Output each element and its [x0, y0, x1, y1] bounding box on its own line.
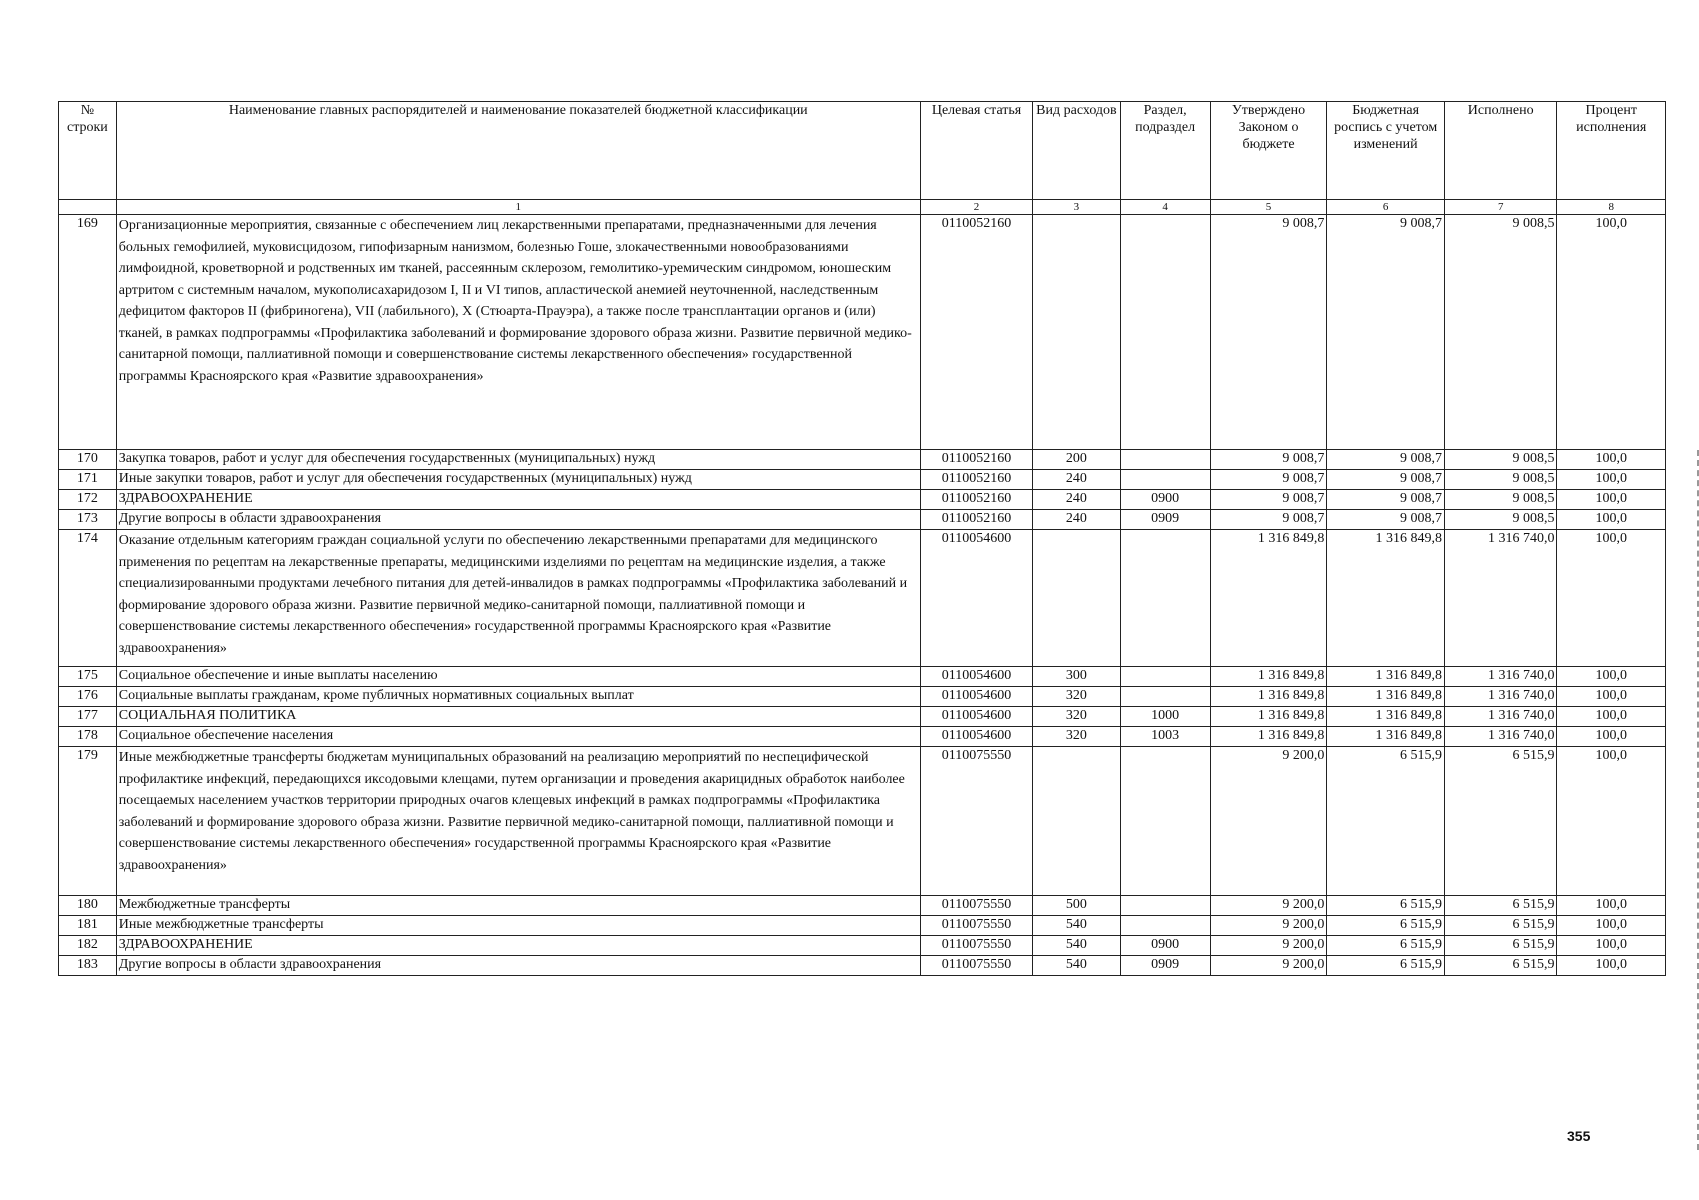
row-percent: 100,0: [1557, 707, 1666, 727]
table-row: [59, 215, 1666, 450]
row-executed: 1 316 740,0: [1444, 530, 1557, 667]
row-name: Иные межбюджетные трансферты бюджетам муниципальных образований на реализацию мероприятий по неспецифической профилактике инфекций, передающихся иксодовыми клещами, путем организации и проведения акарицидных обработок наиболее посещаемых населением участков территории природных очагов клещевых инфекций в рамках подпрограммы «Профилактика заболеваний и формирование здорового образа жизни. Развитие первичной медико-санитарной помощи, паллиативной помощи и совершенствование системы лекарственного обеспечения» государственной программы Красноярского края «Развитие здравоохранения»: [116, 747, 920, 896]
row-number: 170: [59, 450, 117, 470]
column-number: 5: [1210, 200, 1327, 215]
row-percent: 100,0: [1557, 956, 1666, 976]
row-number: 178: [59, 727, 117, 747]
row-name: Иные закупки товаров, работ и услуг для обеспечения государственных (муниципальных) нужд: [116, 470, 920, 490]
row-section: 0909: [1120, 956, 1210, 976]
row-executed: 6 515,9: [1444, 896, 1557, 916]
row-executed: 1 316 740,0: [1444, 667, 1557, 687]
row-executed: 6 515,9: [1444, 747, 1557, 896]
row-expense-type: 540: [1033, 916, 1120, 936]
row-section: [1120, 215, 1210, 450]
row-section: [1120, 896, 1210, 916]
row-schedule: 6 515,9: [1327, 956, 1445, 976]
row-schedule: 9 008,7: [1327, 510, 1445, 530]
header-expense-type: Вид расходов: [1033, 102, 1120, 200]
row-schedule: 6 515,9: [1327, 916, 1445, 936]
row-executed: 6 515,9: [1444, 936, 1557, 956]
column-number: 7: [1444, 200, 1557, 215]
row-section: [1120, 667, 1210, 687]
row-percent: 100,0: [1557, 510, 1666, 530]
row-expense-type: [1033, 215, 1120, 450]
row-expense-type: 300: [1033, 667, 1120, 687]
row-percent: 100,0: [1557, 896, 1666, 916]
row-name: Иные межбюджетные трансферты: [116, 916, 920, 936]
row-number: 177: [59, 707, 117, 727]
row-executed: 9 008,5: [1444, 215, 1557, 450]
row-executed: 9 008,5: [1444, 490, 1557, 510]
row-percent: 100,0: [1557, 727, 1666, 747]
row-expense-type: 540: [1033, 936, 1120, 956]
row-name: Социальные выплаты гражданам, кроме публичных нормативных социальных выплат: [116, 687, 920, 707]
row-section: [1120, 530, 1210, 667]
row-number: 181: [59, 916, 117, 936]
row-executed: 6 515,9: [1444, 956, 1557, 976]
row-target-article: 0110075550: [920, 936, 1033, 956]
row-section: [1120, 450, 1210, 470]
row-percent: 100,0: [1557, 916, 1666, 936]
row-percent: 100,0: [1557, 450, 1666, 470]
table-row: [59, 707, 1666, 727]
row-section: [1120, 747, 1210, 896]
row-schedule: 1 316 849,8: [1327, 687, 1445, 707]
row-executed: 9 008,5: [1444, 470, 1557, 490]
row-section: [1120, 470, 1210, 490]
row-section: 0900: [1120, 936, 1210, 956]
table-row: [59, 667, 1666, 687]
row-section: 0909: [1120, 510, 1210, 530]
row-expense-type: 320: [1033, 727, 1120, 747]
row-section: [1120, 916, 1210, 936]
row-schedule: 1 316 849,8: [1327, 707, 1445, 727]
table-row: [59, 936, 1666, 956]
column-number: 2: [920, 200, 1033, 215]
table-row: [59, 896, 1666, 916]
row-approved: 9 008,7: [1210, 450, 1327, 470]
row-name: Социальное обеспечение и иные выплаты населению: [116, 667, 920, 687]
row-expense-type: 540: [1033, 956, 1120, 976]
row-number: 169: [59, 215, 117, 450]
table-body: [59, 215, 1666, 976]
row-schedule: 6 515,9: [1327, 936, 1445, 956]
header-executed: Исполнено: [1444, 102, 1557, 200]
row-number: 173: [59, 510, 117, 530]
row-target-article: 0110075550: [920, 956, 1033, 976]
row-number: 176: [59, 687, 117, 707]
row-approved: 9 008,7: [1210, 490, 1327, 510]
row-percent: 100,0: [1557, 490, 1666, 510]
table-row: [59, 470, 1666, 490]
table-row: [59, 510, 1666, 530]
row-target-article: 0110052160: [920, 490, 1033, 510]
row-approved: 9 200,0: [1210, 747, 1327, 896]
row-approved: 9 200,0: [1210, 896, 1327, 916]
row-section: 0900: [1120, 490, 1210, 510]
row-percent: 100,0: [1557, 936, 1666, 956]
row-target-article: 0110075550: [920, 916, 1033, 936]
row-name: Другие вопросы в области здравоохранения: [116, 510, 920, 530]
row-approved: 9 008,7: [1210, 470, 1327, 490]
table-row: [59, 530, 1666, 667]
row-name: Закупка товаров, работ и услуг для обеспечения государственных (муниципальных) нужд: [116, 450, 920, 470]
row-percent: 100,0: [1557, 470, 1666, 490]
row-expense-type: [1033, 747, 1120, 896]
header-row: [59, 102, 1666, 200]
header-row-number: № строки: [59, 102, 117, 200]
table-row: [59, 747, 1666, 896]
row-expense-type: 240: [1033, 510, 1120, 530]
column-number: 8: [1557, 200, 1666, 215]
row-schedule: 9 008,7: [1327, 470, 1445, 490]
row-target-article: 0110054600: [920, 707, 1033, 727]
column-numbers-row: [59, 200, 1666, 215]
column-number: 1: [116, 200, 920, 215]
row-percent: 100,0: [1557, 530, 1666, 667]
row-approved: 9 008,7: [1210, 510, 1327, 530]
row-approved: 9 200,0: [1210, 916, 1327, 936]
row-schedule: 9 008,7: [1327, 490, 1445, 510]
scan-edge-mark: [1694, 450, 1699, 1150]
row-approved: 9 200,0: [1210, 936, 1327, 956]
row-target-article: 0110054600: [920, 727, 1033, 747]
row-executed: 9 008,5: [1444, 450, 1557, 470]
column-number: 4: [1120, 200, 1210, 215]
row-expense-type: 240: [1033, 470, 1120, 490]
header-section: Раздел, подраздел: [1120, 102, 1210, 200]
row-target-article: 0110054600: [920, 687, 1033, 707]
table-row: [59, 956, 1666, 976]
header-approved: Утверждено Законом о бюджете: [1210, 102, 1327, 200]
row-expense-type: 320: [1033, 687, 1120, 707]
row-section: [1120, 687, 1210, 707]
page-number: 355: [1567, 1128, 1591, 1144]
row-target-article: 0110075550: [920, 747, 1033, 896]
row-percent: 100,0: [1557, 747, 1666, 896]
row-schedule: 9 008,7: [1327, 450, 1445, 470]
row-target-article: 0110054600: [920, 530, 1033, 667]
row-target-article: 0110052160: [920, 215, 1033, 450]
header-target-article: Целевая статья: [920, 102, 1033, 200]
row-approved: 1 316 849,8: [1210, 530, 1327, 667]
row-target-article: 0110075550: [920, 896, 1033, 916]
row-name: Организационные мероприятия, связанные с обеспечением лиц лекарственными препаратами, предназначенными для лечения больных гемофилией, муковисцидозом, гипофизарным нанизмом, болезнью Гоше, злокачественными новообразованиями лимфоидной, кроветворной и родственных им тканей, рассеянным склерозом, гемолитико-уремическим синдромом, юношеским артритом с системным началом, мукополисахаридозом I, II и VI типов, апластической анемией неуточненной, наследственным дефицитом факторов II (фибриногена), VII (лабильного), X (Стюарта-Прауэра), а также после трансплантации органов и (или) тканей, в рамках подпрограммы «Профилактика заболеваний и формирование здорового образа жизни. Развитие первичной медико-санитарной помощи, паллиативной помощи и совершенствование системы лекарственного обеспечения» государственной программы Красноярского края «Развитие здравоохранения»: [116, 215, 920, 450]
row-number: 172: [59, 490, 117, 510]
row-schedule: 1 316 849,8: [1327, 667, 1445, 687]
row-schedule: 1 316 849,8: [1327, 727, 1445, 747]
row-percent: 100,0: [1557, 667, 1666, 687]
row-approved: 9 008,7: [1210, 215, 1327, 450]
header-schedule: Бюджетная роспись с учетом изменений: [1327, 102, 1445, 200]
row-name: Социальное обеспечение населения: [116, 727, 920, 747]
column-number: [59, 200, 117, 215]
row-expense-type: 500: [1033, 896, 1120, 916]
table-row: [59, 727, 1666, 747]
row-schedule: 9 008,7: [1327, 215, 1445, 450]
row-section: 1003: [1120, 727, 1210, 747]
row-number: 171: [59, 470, 117, 490]
row-name: Межбюджетные трансферты: [116, 896, 920, 916]
row-name: Другие вопросы в области здравоохранения: [116, 956, 920, 976]
budget-table: [58, 101, 1666, 976]
row-schedule: 6 515,9: [1327, 747, 1445, 896]
row-executed: 6 515,9: [1444, 916, 1557, 936]
row-executed: 1 316 740,0: [1444, 727, 1557, 747]
row-target-article: 0110054600: [920, 667, 1033, 687]
row-target-article: 0110052160: [920, 450, 1033, 470]
row-number: 179: [59, 747, 117, 896]
budget-sheet: [58, 101, 1666, 976]
row-section: 1000: [1120, 707, 1210, 727]
row-number: 175: [59, 667, 117, 687]
row-executed: 1 316 740,0: [1444, 707, 1557, 727]
table-row: [59, 450, 1666, 470]
row-schedule: 1 316 849,8: [1327, 530, 1445, 667]
row-executed: 9 008,5: [1444, 510, 1557, 530]
row-number: 174: [59, 530, 117, 667]
table-row: [59, 687, 1666, 707]
row-name: ЗДРАВООХРАНЕНИЕ: [116, 936, 920, 956]
row-number: 183: [59, 956, 117, 976]
row-percent: 100,0: [1557, 687, 1666, 707]
row-name: СОЦИАЛЬНАЯ ПОЛИТИКА: [116, 707, 920, 727]
row-percent: 100,0: [1557, 215, 1666, 450]
header-name: Наименование главных распорядителей и наименование показателей бюджетной классификации: [116, 102, 920, 200]
row-expense-type: 240: [1033, 490, 1120, 510]
row-target-article: 0110052160: [920, 510, 1033, 530]
row-target-article: 0110052160: [920, 470, 1033, 490]
row-schedule: 6 515,9: [1327, 896, 1445, 916]
row-expense-type: 200: [1033, 450, 1120, 470]
header-percent: Процент исполнения: [1557, 102, 1666, 200]
row-expense-type: 320: [1033, 707, 1120, 727]
row-approved: 1 316 849,8: [1210, 667, 1327, 687]
row-number: 180: [59, 896, 117, 916]
table-row: [59, 916, 1666, 936]
row-name: ЗДРАВООХРАНЕНИЕ: [116, 490, 920, 510]
row-executed: 1 316 740,0: [1444, 687, 1557, 707]
row-name: Оказание отдельным категориям граждан социальной услуги по обеспечению лекарственными препаратами для медицинского применения по рецептам на лекарственные препараты, медицинскими изделиями по рецептам на медицинские изделия, а также специализированными продуктами лечебного питания для детей-инвалидов в рамках подпрограммы «Профилактика заболеваний и формирование здорового образа жизни. Развитие первичной медико-санитарной помощи, паллиативной помощи и совершенствование системы лекарственного обеспечения» государственной программы Красноярского края «Развитие здравоохранения»: [116, 530, 920, 667]
column-number: 6: [1327, 200, 1445, 215]
row-number: 182: [59, 936, 117, 956]
row-approved: 1 316 849,8: [1210, 727, 1327, 747]
table-row: [59, 490, 1666, 510]
row-approved: 1 316 849,8: [1210, 687, 1327, 707]
row-expense-type: [1033, 530, 1120, 667]
row-approved: 1 316 849,8: [1210, 707, 1327, 727]
row-approved: 9 200,0: [1210, 956, 1327, 976]
column-number: 3: [1033, 200, 1120, 215]
